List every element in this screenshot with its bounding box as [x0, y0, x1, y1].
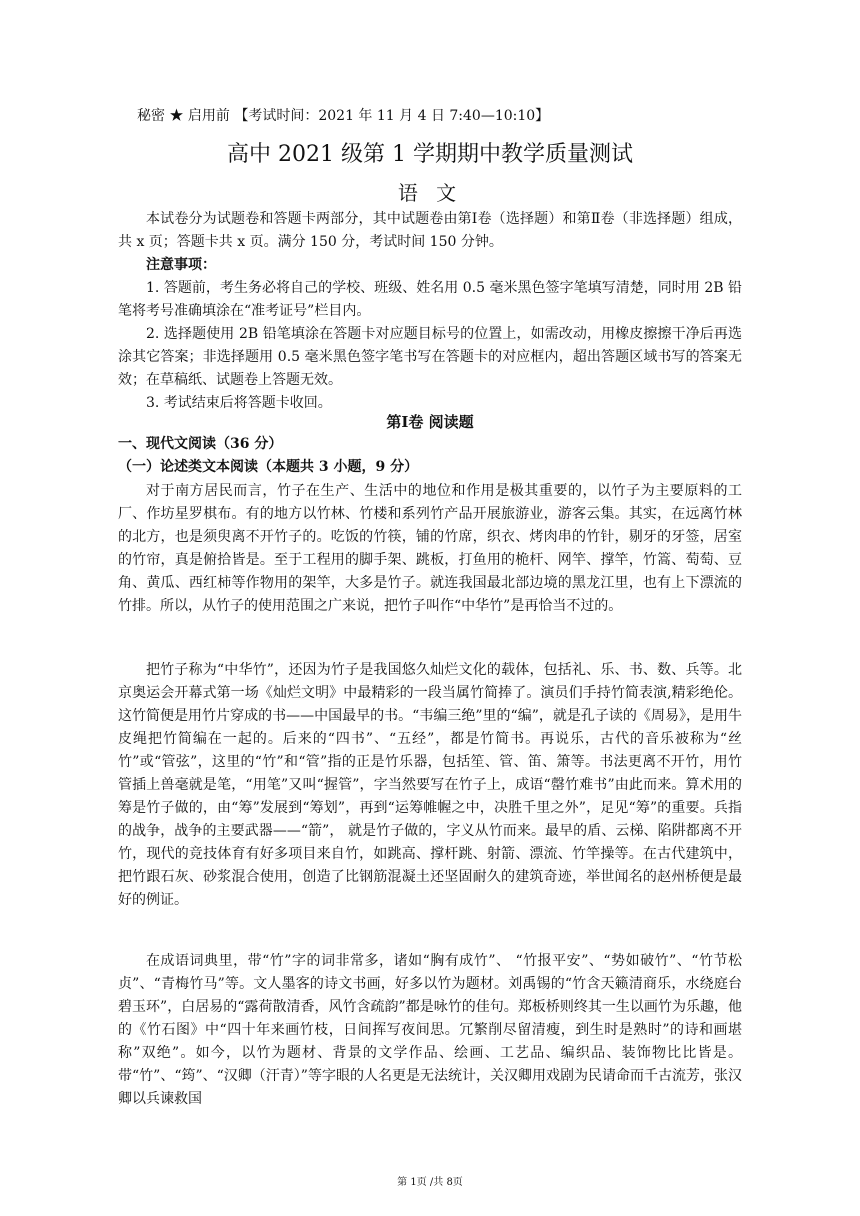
- notice-heading: 注意事项：: [146, 257, 216, 273]
- notice-item-2: 2. 选择题使用 2B 铅笔填涂在答题卡对应题目标号的位置上，如需改动，用橡皮擦擦干净后再选涂其它答案；非选择题用 0.5 毫米黑色签字笔书写在答题卡的对应框内，超出答题区域书写的答案无效；在草稿纸、试题卷上答题无效。: [118, 326, 742, 388]
- subject-title: 语 文: [397, 181, 463, 205]
- exam-title: 高中 2021 级第 1 学期期中教学质量测试: [227, 142, 633, 167]
- notice-item-3: 3. 考试结束后将答题卡收回。: [146, 395, 332, 411]
- passage-paragraph-3: 在成语词典里，带“竹”字的词非常多，诸如“胸有成竹”、 “竹报平安”、“势如破竹”、“竹节松贞”、“青梅竹马”等。文人墨客的诗文书画，好多以竹为题材。刘禹锡的“竹含天籁清商乐，水绕庭台碧玉环”，白居易的“露荷散清香，风竹含疏韵”都是咏竹的佳句。郑板桥则终其一生以画竹为乐趣，他的《竹石图》中“四十年来画竹枝，日间挥写夜间思。冗繁削尽留清瘦，到生时是熟时”的诗和画堪称”双绝”。如今，以竹为题材、背景的文学作品、绘画、工艺品、编织品、装饰物比比皆是。带“竹”、“筠”、“汉卿（汗青）”等字眼的人名更是无法统计，关汉卿用戏剧为民请命而千古流芳，张汉卿以兵谏救国: [118, 953, 742, 1107]
- instructions: [118, 208, 742, 415]
- confidential-exam-time-line: 秘密 ★ 启用前 【考试时间：2021 年 11 月 4 日 7:40—10:10】: [137, 108, 550, 124]
- instructions-intro: 本试卷分为试题卷和答题卡两部分，其中试题卷由第Ⅰ卷（选择题）和第Ⅱ卷（非选择题）组成，共 x 页；答题卡共 x 页。满分 150 分，考试时间 150 分钟。: [118, 211, 742, 250]
- page-number: 第 1页 /共 8页: [397, 1177, 463, 1188]
- subsection-heading: （一）论述类文本阅读（本题共 3 小题，9 分）: [118, 459, 419, 475]
- section-heading: 一、现代文阅读（36 分）: [118, 436, 283, 452]
- passage-paragraph-2: 把竹子称为“中华竹”，还因为竹子是我国悠久灿烂文化的载体，包括礼、乐、书、数、兵等。北京奥运会开幕式第一场《灿烂文明》中最精彩的一段当属竹简捧了。演员们手持竹简表演,精彩绝伦。这竹简便是用竹片穿成的书——中国最早的书。“韦编三绝”里的“编”，就是孔子读的《周易》，是用牛皮绳把竹简编在一起的。后来的“四书”、“五经”，都是竹简书。再说乐，古代的音乐被称为“丝竹”或“管弦”，这里的“竹”和“管”指的正是竹乐器，包括笙、管、笛、箫等。书法更离不开竹，用竹管插上兽毫就是笔，“用笔”又叫“握管”，字当然要写在竹子上，成语“罄竹难书”由此而来。算术用的筹是竹子做的，由“筹”发展到“筹划”，再到“运筹帷幄之中，决胜千里之外”，足见“筹”的重要。兵指的战争，战争的主要武器——“箭”， 就是竹子做的，字义从竹而来。最早的盾、云梯、陷阱都离不开竹，现代的竞技体育有好多项目来自竹，如跳高、撑杆跳、射箭、漂流、竹竿操等。在古代建筑中，把竹跟石灰、砂浆混合使用，创造了比钢筋混凝土还坚固耐久的建筑奇迹，举世闻名的赵州桥便是最好的例证。: [118, 662, 742, 908]
- passage-paragraph-1: 对于南方居民而言，竹子在生产、生活中的地位和作用是极其重要的，以竹子为主要原料的工厂、作坊星罗棋布。有的地方以竹林、竹楼和系列竹产品开展旅游业，游客云集。其实，在远离竹林的北方，也是须臾离不开竹子的。吃饭的竹筷，铺的竹席，织衣、烤肉串的竹针，剔牙的牙签，居室的竹帘，真是俯拾皆是。至于工程用的脚手架、跳板，打鱼用的桅杆、网竿、撑竿，竹篙、萄萄、豆角、黄瓜、西红柿等作物用的架竿，大多是竹子。就连我国最北部边境的黑龙江里，也有上下漂流的竹排。所以，从竹子的使用范围之广来说，把竹子叫作“中华竹”是再恰当不过的。: [118, 483, 742, 614]
- part-1-title: 第Ⅰ卷 阅读题: [386, 413, 474, 431]
- notice-item-1: 1. 答题前，考生务必将自己的学校、班级、姓名用 0.5 毫米黑色签字笔填写清楚，同时用 2B 铅笔将考号准确填涂在“准考证号”栏目内。: [118, 280, 742, 319]
